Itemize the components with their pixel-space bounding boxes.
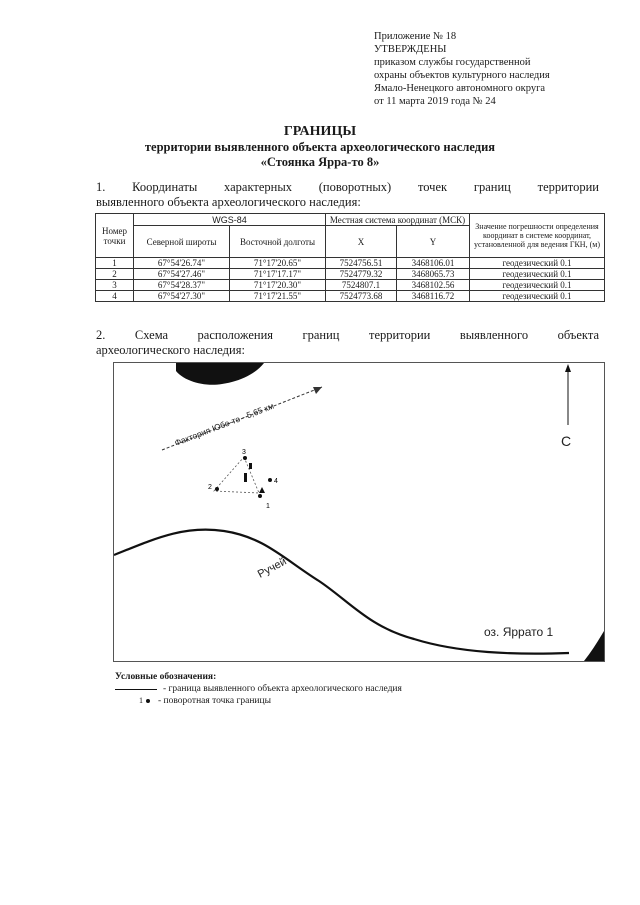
header-latitude: Северной широты bbox=[134, 226, 230, 258]
cell-longitude: 71°17'21.55" bbox=[230, 291, 326, 302]
point-label-1: 1 bbox=[266, 503, 270, 510]
cell-y: 3468102.56 bbox=[397, 280, 470, 291]
cell-error: геодезический 0.1 bbox=[470, 280, 605, 291]
header-x: X bbox=[326, 226, 397, 258]
approval-region: Ямало-Ненецкого автономного округа bbox=[374, 83, 546, 94]
cell-longitude: 71°17'20.65" bbox=[230, 258, 326, 269]
legend-boundary-text: - граница выявленного объекта археологического наследия bbox=[163, 684, 402, 694]
point-label-2: 2 bbox=[208, 484, 212, 491]
legend-point-number: 1 bbox=[139, 696, 143, 705]
factory-label: Фактория Юбе-то - 5,65 км bbox=[173, 400, 276, 448]
approval-service: охраны объектов культурного наследия bbox=[374, 70, 550, 81]
site-marker-3 bbox=[259, 487, 265, 493]
approval-block bbox=[374, 30, 550, 108]
approval-appendix: Приложение № 18 bbox=[374, 31, 457, 42]
direction-arrowhead bbox=[313, 387, 322, 394]
header-local-system: Местная система координат (МСК) bbox=[326, 214, 470, 226]
table-row bbox=[96, 258, 605, 269]
cell-number: 3 bbox=[96, 280, 134, 291]
header-longitude: Восточной долготы bbox=[230, 226, 326, 258]
site-marker-2 bbox=[249, 463, 252, 469]
cell-error: геодезический 0.1 bbox=[470, 258, 605, 269]
table-row bbox=[96, 280, 605, 291]
cell-latitude: 67°54'27.46" bbox=[134, 269, 230, 280]
cell-latitude: 67°54'28.37" bbox=[134, 280, 230, 291]
site-marker bbox=[244, 473, 247, 482]
cell-number: 2 bbox=[96, 269, 134, 280]
section2-heading: 2. Схема расположения границ территории выявленного объекта bbox=[96, 328, 599, 342]
cell-number: 1 bbox=[96, 258, 134, 269]
legend-point-dot bbox=[146, 699, 150, 703]
cell-y: 3468106.01 bbox=[397, 258, 470, 269]
cell-latitude: 67°54'27.30" bbox=[134, 291, 230, 302]
north-arrowhead bbox=[565, 364, 571, 372]
legend bbox=[115, 671, 402, 707]
point-label-3: 3 bbox=[242, 449, 246, 456]
approval-order: приказом службы государственной bbox=[374, 57, 531, 68]
point-label-4: 4 bbox=[274, 478, 278, 485]
turning-point-1 bbox=[258, 494, 262, 498]
approval-approved: УТВЕРЖДЕНЫ bbox=[374, 44, 447, 55]
legend-heading: Условные обозначения: bbox=[115, 672, 217, 682]
north-label: С bbox=[561, 433, 572, 449]
coordinates-table bbox=[95, 213, 605, 302]
stream-label: Ручей bbox=[255, 555, 289, 581]
section1-heading-cont: выявленного объекта археологического наследия: bbox=[96, 195, 361, 209]
object-boundary bbox=[214, 457, 259, 493]
table-row bbox=[96, 291, 605, 302]
cell-x: 7524807.1 bbox=[326, 280, 397, 291]
cell-error: геодезический 0.1 bbox=[470, 269, 605, 280]
turning-point-2 bbox=[215, 487, 219, 491]
header-point-number: Номер точки bbox=[96, 214, 134, 258]
turning-point-3 bbox=[243, 456, 247, 460]
turning-point-4 bbox=[268, 478, 272, 482]
cell-latitude: 67°54'26.74" bbox=[134, 258, 230, 269]
cell-x: 7524779.32 bbox=[326, 269, 397, 280]
lake-label: оз. Яррато 1 bbox=[484, 625, 554, 639]
cell-y: 3468116.72 bbox=[397, 291, 470, 302]
header-y: Y bbox=[397, 226, 470, 258]
approval-date: от 11 марта 2019 года № 24 bbox=[374, 96, 496, 107]
landmass-shape bbox=[176, 363, 264, 385]
legend-boundary-item bbox=[115, 683, 402, 695]
cell-error: геодезический 0.1 bbox=[470, 291, 605, 302]
object-name: «Стоянка Ярра-то 8» bbox=[260, 155, 380, 169]
header-wgs84: WGS-84 bbox=[134, 214, 326, 226]
boundary-scheme-map bbox=[113, 362, 605, 662]
legend-point-item bbox=[115, 695, 402, 707]
cell-number: 4 bbox=[96, 291, 134, 302]
cell-longitude: 71°17'17.17" bbox=[230, 269, 326, 280]
cell-x: 7524756.51 bbox=[326, 258, 397, 269]
section1-heading: 1. Координаты характерных (поворотных) точек границ территории bbox=[96, 180, 599, 194]
header-error: Значение погрешности определения координат в системе координат, установленной для ведения ГКН, (м) bbox=[470, 214, 605, 258]
landmass-shape-corner bbox=[584, 631, 604, 661]
legend-boundary-line bbox=[115, 689, 157, 690]
cell-longitude: 71°17'20.30" bbox=[230, 280, 326, 291]
cell-x: 7524773.68 bbox=[326, 291, 397, 302]
table-row bbox=[96, 269, 605, 280]
section2-heading-cont: археологического наследия: bbox=[96, 343, 245, 357]
document-title: ГРАНИЦЫ bbox=[283, 124, 357, 139]
legend-point-text: - поворотная точка границы bbox=[158, 696, 271, 706]
document-subtitle: территории выявленного объекта археологического наследия bbox=[144, 140, 496, 154]
cell-y: 3468065.73 bbox=[397, 269, 470, 280]
